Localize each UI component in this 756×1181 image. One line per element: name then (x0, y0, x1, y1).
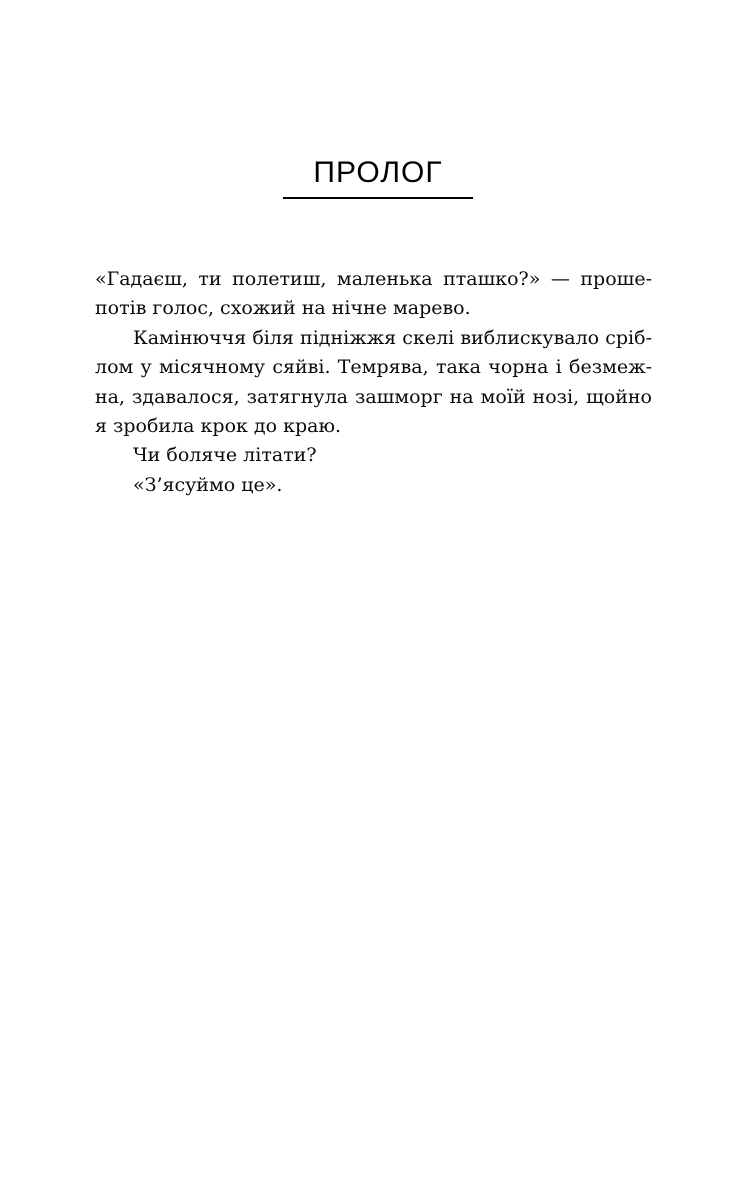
text-line: «Гадаєш, ти полетиш, маленька пташко?» — проше- (95, 268, 652, 290)
text-line: Чи боляче літати? (133, 444, 317, 467)
text-line: лом у місячному сяйві. Темрява, така чорна і безмеж- (95, 356, 652, 379)
paragraph (95, 471, 652, 500)
text-line: я зробила крок до краю. (95, 414, 342, 437)
text-line: Камінюччя біля підніжжя скелі виблискувало сріб- (133, 326, 652, 349)
chapter-heading: ПРОЛОГ (313, 156, 443, 189)
heading-underline (283, 197, 473, 199)
text-line: потів голос, схожий на нічне марево. (95, 297, 471, 320)
body-text (95, 265, 652, 500)
paragraph (95, 265, 652, 324)
text-line: на, здавалося, затягнула зашморг на моїй нозі, щойно (95, 385, 652, 408)
paragraph (95, 324, 652, 442)
text-line: «З’ясуймо це». (133, 473, 283, 496)
paragraph (95, 441, 652, 470)
